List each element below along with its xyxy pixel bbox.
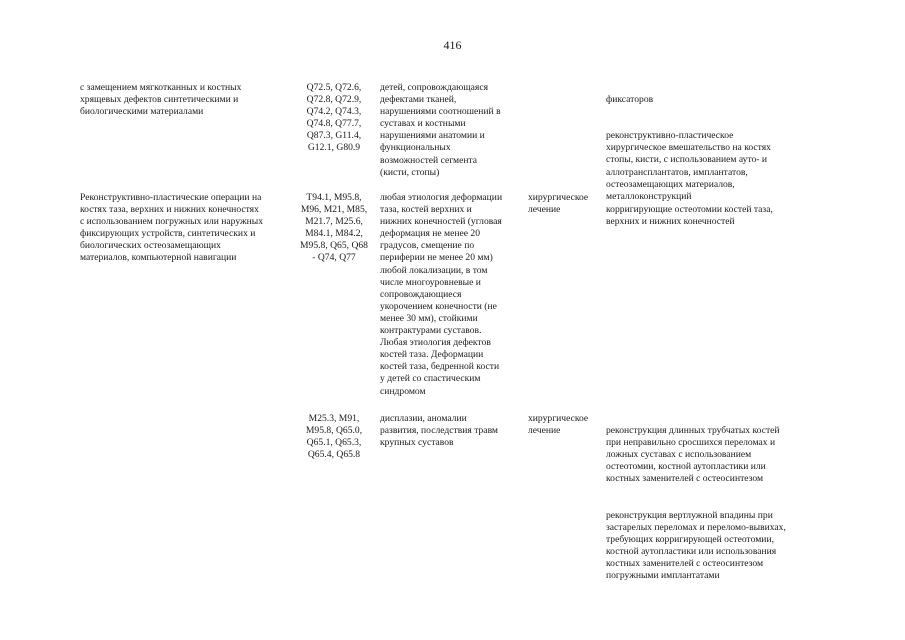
method-item: реконструкция длинных трубчатых костей при неправильно сросшихся переломах и ложных суставах с использованием остеотомии, костной аутопластики или костных заменителей с остеосинтезом [606, 425, 780, 485]
row-codes: M25.3, M91, M95.8, Q65.0, Q65.1, Q65.3, Q65.4, Q65.8 [305, 413, 363, 461]
row-description: Реконструктивно-пластические операции на костях таза, верхних и нижних конечностях с использованием погружных или наружных фиксирующих устройств, синтетических и биологических остеозамещающих материалов, компьютерной навигации [80, 192, 264, 264]
row-patient-model: любая этиология деформации таза, костей верхних и нижних конечностей (угловая деформация не менее 20 градусов, смещение по периферии не менее 20 мм) любой локализации, в том числе многоуровневые и сопровождающиеся укорочением конечности (не менее 30 мм), стойкими контрактурами суставов. Любая этиология дефектов костей таза. Деформации костей таза, бедренной кости у детей со спастическим синдромом [380, 192, 503, 397]
row-treatment-type: хирургическое лечение [528, 413, 589, 437]
row-methods [606, 192, 806, 240]
row-patient-model: детей, сопровождающаяся дефектами тканей, нарушениями соотношений в суставах и костными нарушениями анатомии и функциональных возможностей сегмента (кисти, стопы) [380, 82, 501, 178]
row-methods [606, 413, 806, 594]
method-item: реконструкция вертлужной впадины при застарелых переломах и переломо-вывихах, требующих корригирующей остеотомии, костной аутопластики или использования костных заменителей с остеосинтезом погружными имплантатами [606, 509, 786, 582]
page-number: 416 [443, 38, 462, 52]
row-patient-model: дисплазии, аномалии развития, последствия травм крупных суставов [380, 413, 499, 449]
method-item: фиксаторов [606, 94, 654, 106]
method-item: корригирующие остеотомии костей таза, верхних и нижних конечностей [606, 204, 773, 228]
row-codes: T94.1, M95.8, M96, M21, M85, M21.7, M25.6, M84.1, M84.2, M95.8, Q65, Q68 - Q74, Q77 [300, 192, 368, 264]
row-treatment-type: хирургическое лечение [528, 192, 589, 216]
method-item: реконструктивно-пластическое хирургическое вмешательство на костях стопы, кисти, с использованием ауто- и аллотрансплантатов, имплантатов, остеозамещающих материалов, металлоконструкций [606, 130, 771, 202]
row-codes: Q72.5, Q72.6, Q72.8, Q72.9, Q74.2, Q74.3, Q74.8, Q77.7, Q87.3, G11.4, G12.1, G80.9 [306, 82, 362, 154]
row-description: с замещением мягкотканных и костных хрящевых дефектов синтетическими и биологическими материалами [80, 82, 242, 118]
